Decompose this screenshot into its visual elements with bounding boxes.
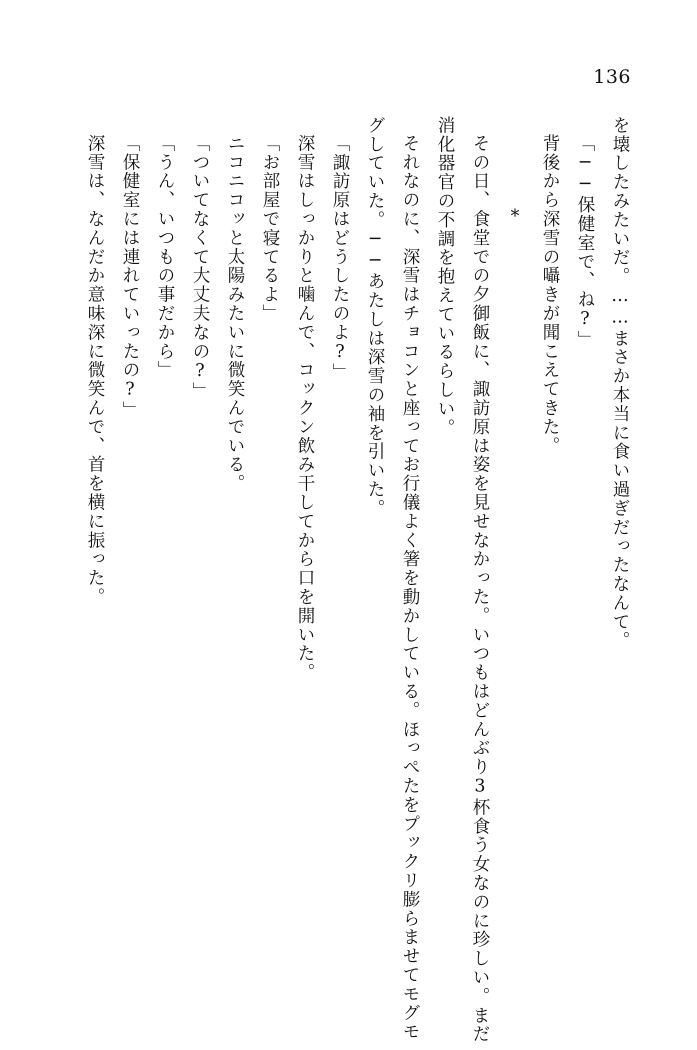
scene-separator: * [505, 207, 525, 229]
paragraph: を壊したみたいだ。……まさか本当に食い過ぎだったなんて。 [610, 116, 630, 651]
paragraph: 「保健室には連れていったの?」 [120, 133, 140, 420]
paragraph: 「諏訪原はどうしたのよ?」 [330, 133, 350, 382]
paragraph: 「お部屋で寝てるよ」 [260, 133, 280, 323]
paragraph: それなのに、深雪はチョコンと座ってお行儀よく箸を動かしている。ほっぺたをプックリ膨らませてモグモグしていた。──あたしは深雪の袖を引いた。 [365, 116, 420, 1041]
paragraph: その日、食堂での夕御飯に、諏訪原は姿を見せなかった。いつもはどんぶり3杯食う女なのに珍しい。まだ消化器官の不調を抱えているらしい。 [435, 116, 490, 1044]
paragraph: 「うん、いつもの事だから」 [155, 133, 175, 380]
paragraph: 深雪はしっかりと噛んで、コックン飲み干してから口を開いた。 [295, 133, 315, 682]
paragraph: 背後から深雪の囁きが聞こえてきた。 [540, 133, 560, 455]
paragraph: 深雪は、なんだか意味深に微笑んで、首を横に振った。 [85, 133, 105, 606]
page-body-text [52, 116, 637, 1046]
paragraph: 「──保健室で、ね?」 [575, 133, 595, 349]
paragraph: ニコニコッと太陽みたいに微笑んでいる。 [225, 133, 245, 493]
paragraph: 「ついてなくて大丈夫なの?」 [190, 133, 210, 401]
page-number: 136 [593, 66, 631, 88]
